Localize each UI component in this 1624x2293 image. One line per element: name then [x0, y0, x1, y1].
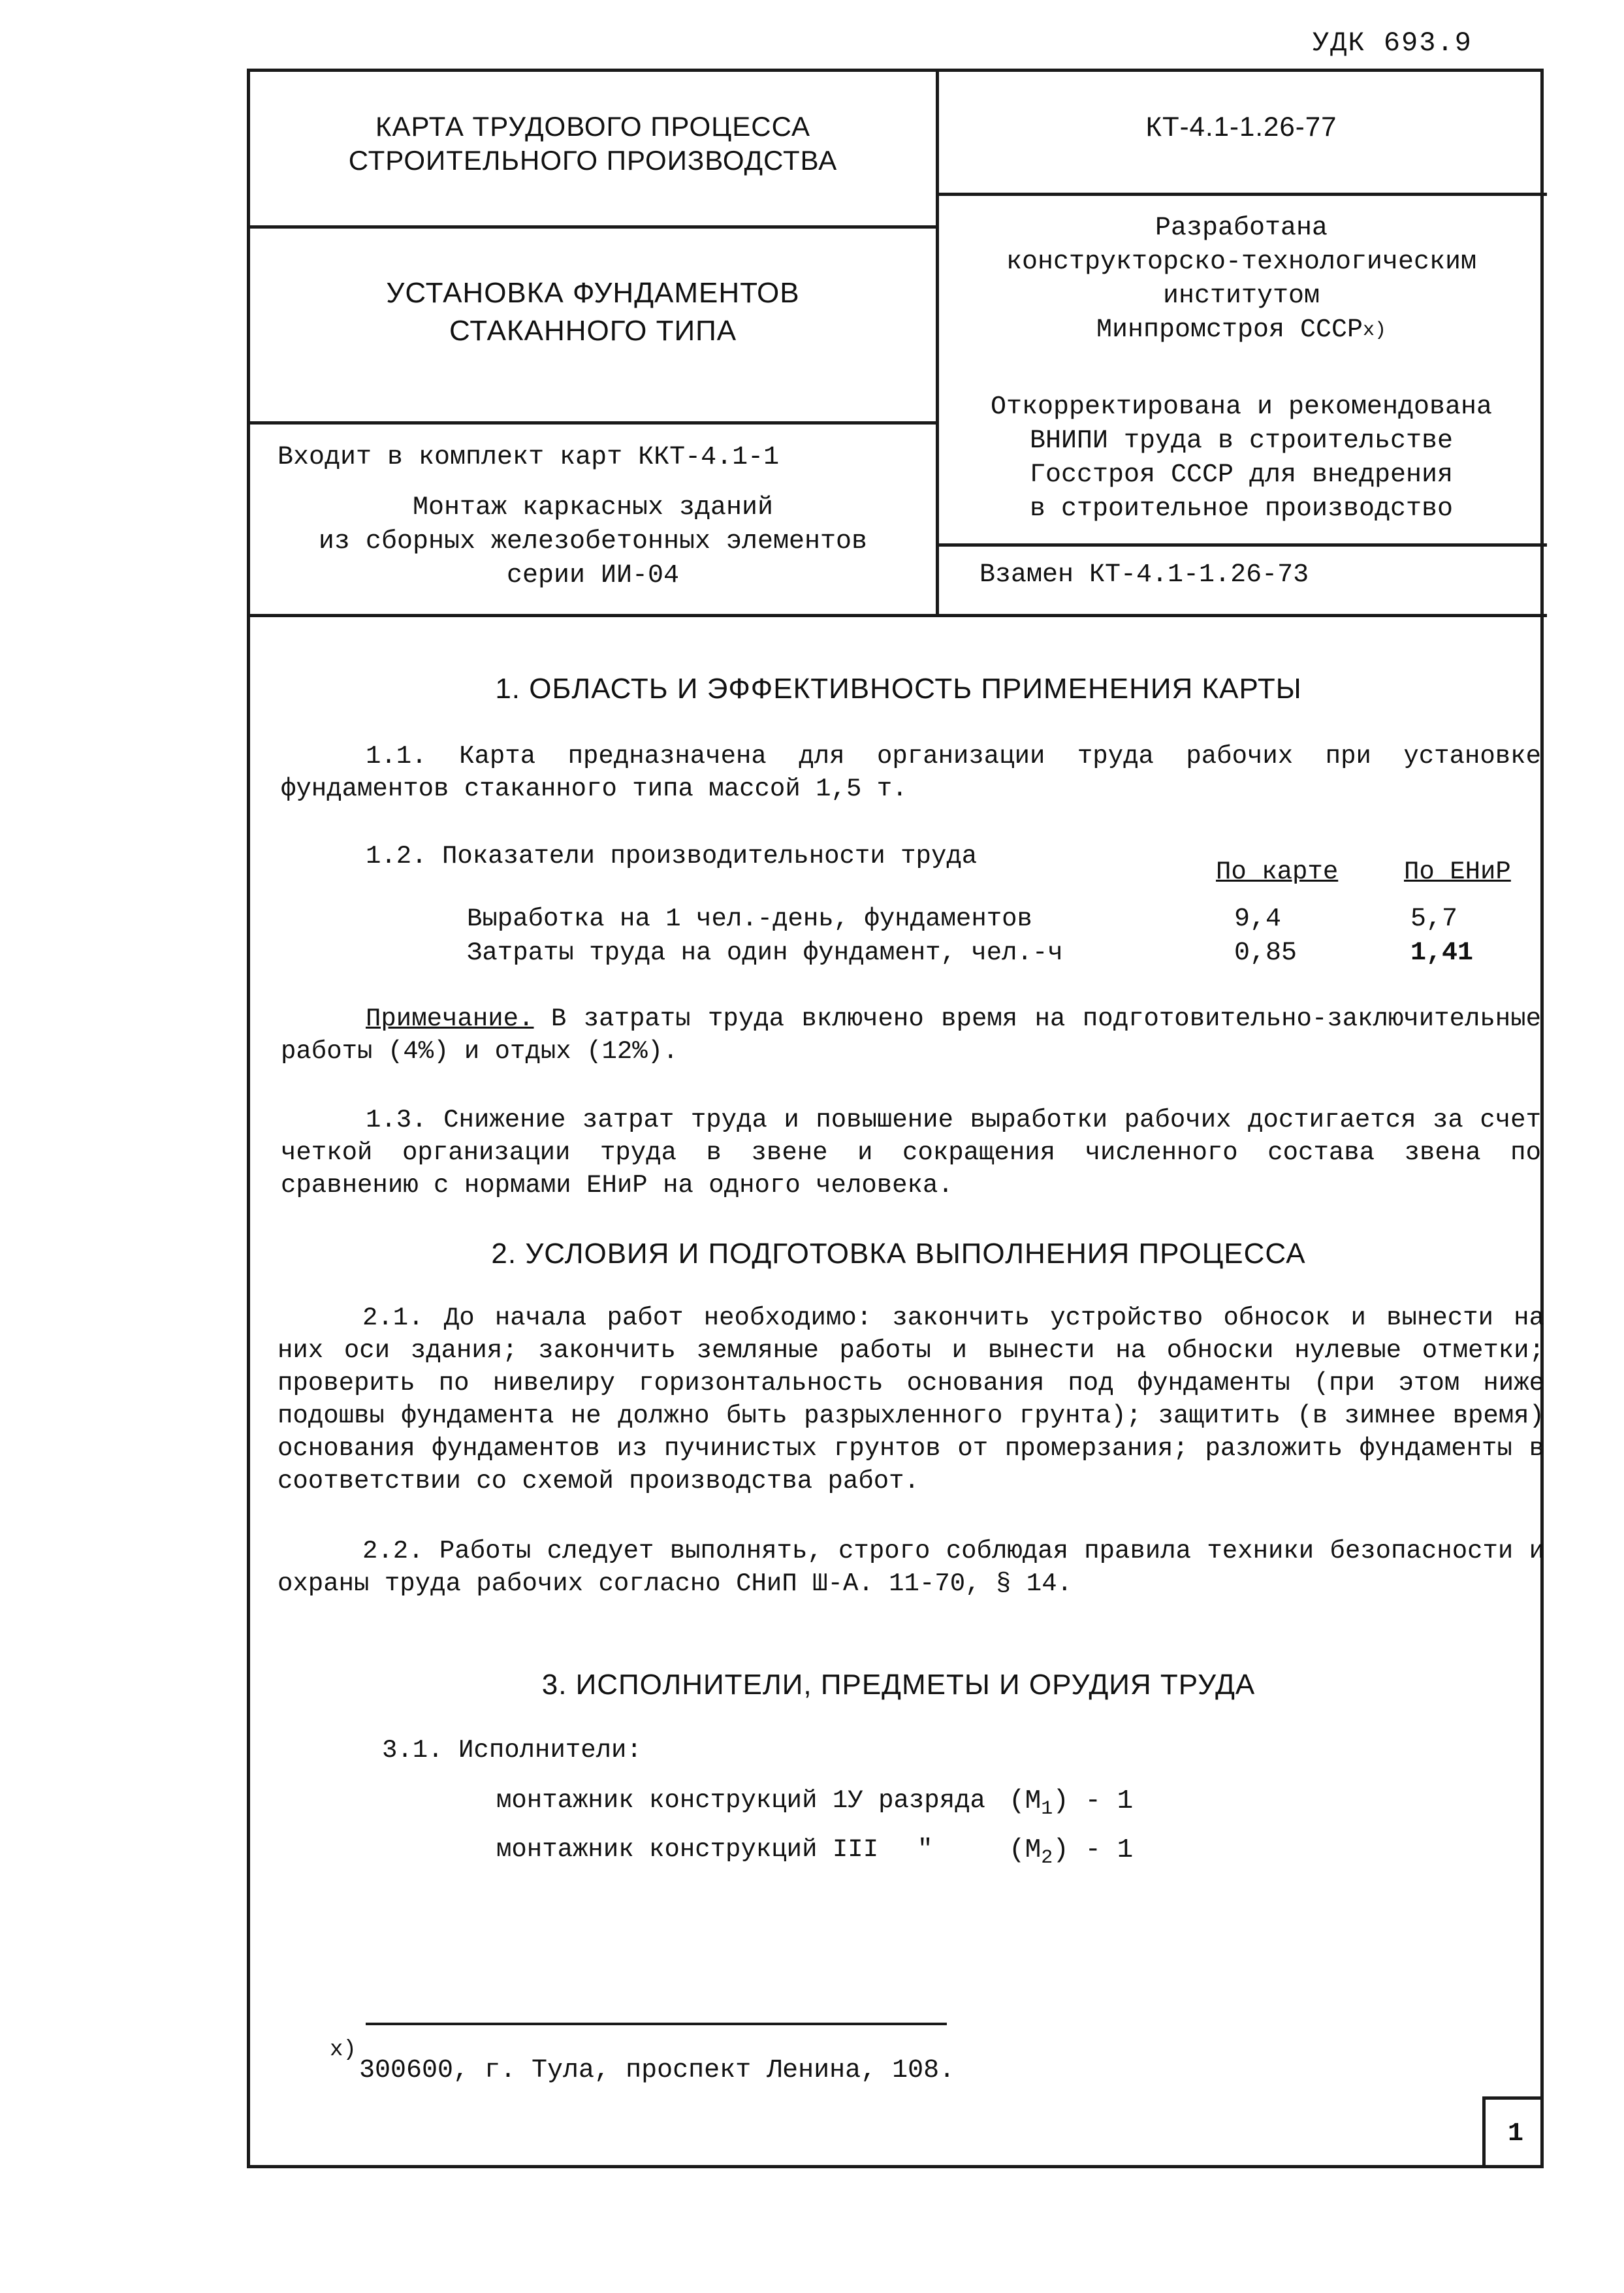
worker-1: монтажник конструкций 1У разряда: [496, 1786, 985, 1815]
worker-1-code: $(М_1) - 1$: [1009, 1786, 1134, 1821]
footnote-rule: [366, 2023, 947, 2025]
note: Примечание. В затраты труда включено время на подготовительно-заключительные работы (4%) и отдых (12%).: [281, 1004, 1541, 1066]
replaces: Взамен КТ-4.1-1.26-73: [979, 560, 1309, 590]
section1-heading: 1. ОБЛАСТЬ И ЭФФЕКТИВНОСТЬ ПРИМЕНЕНИЯ КАРТЫ: [495, 673, 1302, 705]
row-labor-label: Затраты труда на один фундамент, чел.-ч: [467, 938, 1063, 967]
footnote-text: 300600, г. Тула, проспект Ленина, 108.: [359, 2056, 955, 2085]
row-output-card: 9,4: [1234, 905, 1282, 934]
card-code: КТ-4.1-1.26-77: [1145, 111, 1337, 142]
footnote-mark: х): [330, 2038, 357, 2062]
section3-heading: 3. ИСПОЛНИТЕЛИ, ПРЕДМЕТЫ И ОРУДИЯ ТРУДА: [541, 1669, 1256, 1701]
corrected-by: Откорректирована и рекомендована ВНИПИ труда в строительстве Госстроя СССР для внедрения в строительное производство: [990, 393, 1493, 524]
row-output-label: Выработка на 1 чел.-день, фундаментов: [467, 905, 1032, 933]
paragraph-1-1: 1.1. Карта предназначена для организации труда рабочих при установке фундаментов стаканного типа массой 1,5 т.: [281, 742, 1541, 803]
card-title: УСТАНОВКА ФУНДАМЕНТОВ СТАКАННОГО ТИПА: [386, 277, 800, 347]
set-label: Входит в комплект карт ККТ-4.1-1: [278, 443, 780, 472]
page-number: 1: [1508, 2119, 1524, 2149]
paragraph-3-1: 3.1. Исполнители:: [382, 1736, 642, 1765]
ditto-mark: ": [917, 1835, 933, 1864]
worker-2-code: $(М_2) - 1$: [1009, 1835, 1134, 1870]
col-enir: По ЕНиР: [1404, 858, 1511, 886]
paragraph-1-3: 1.3. Снижение затрат труда и повышение выработки рабочих достигается за счет четкой организации труда в звене и сокращения численного состава звена по сравнению с нормами ЕНиР на одного человека.: [281, 1106, 1541, 1200]
row-labor-card: 0,85: [1234, 938, 1298, 968]
paragraph-1-2: 1.2. Показатели производительности труда: [366, 842, 978, 871]
developed-by: Разработана конструкторско-технологическим институтом Минпромстроя $СССР^{х)}$: [1006, 214, 1477, 345]
row-output-enir: 5,7: [1410, 905, 1458, 934]
card-type: КАРТА ТРУДОВОГО ПРОЦЕССА СТРОИТЕЛЬНОГО ПРОИЗВОДСТВА: [348, 111, 838, 176]
worker-2: монтажник конструкций III: [496, 1835, 879, 1864]
section2-heading: 2. УСЛОВИЯ И ПОДГОТОВКА ВЫПОЛНЕНИЯ ПРОЦЕССА: [491, 1238, 1306, 1270]
page-number-box: [1482, 2096, 1544, 2168]
paragraph-2-1: 2.1. До начала работ необходимо: закончить устройство обносок и вынести на них оси здания; закончить земляные работы и вынести на обноски нулевые отметки; проверить по нивелиру горизонтальность основания под фундаменты (при этом ниже подошвы фундамента не должно быть разрыхленного грунта); защитить (в зимнее время) основания фундаментов из пучинистых грунтов от промерзания; разложить фундаменты в соответствии со схемой производства работ.: [278, 1304, 1544, 1496]
paragraph-2-2: 2.2. Работы следует выполнять, строго соблюдая правила техники безопасности и охраны труда рабочих согласно СНиП Ш-А. 11-70, § 14.: [278, 1537, 1544, 1598]
row-labor-enir: 1,41: [1410, 938, 1474, 968]
set-description: Монтаж каркасных зданий из сборных железобетонных элементов серии ИИ-04: [318, 493, 868, 590]
udk-code: УДК 693.9: [1313, 27, 1473, 59]
col-card: По карте: [1216, 858, 1339, 886]
